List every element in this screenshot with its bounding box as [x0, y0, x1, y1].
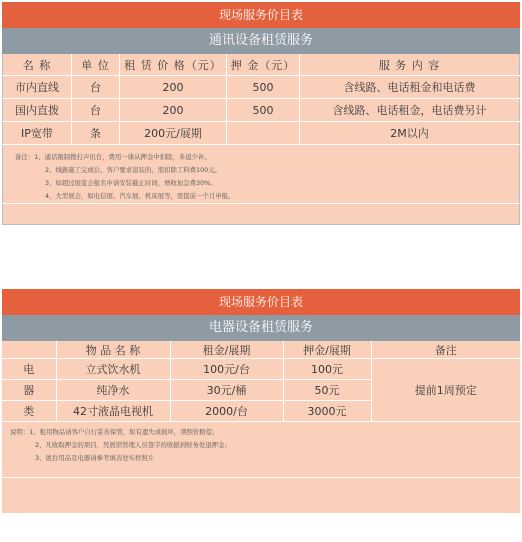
electric-price-panel — [2, 289, 520, 513]
table-row — [3, 99, 520, 122]
row-name: IP宽带 — [3, 122, 72, 145]
row-name: 市内直线 — [3, 76, 72, 99]
header-deposit: 押金/展期 — [283, 341, 371, 359]
row-price: 200 — [120, 99, 227, 122]
note-line: 说明：1、租用物品请客户自行妥善保管，如有遗失或损坏，须照价赔偿； — [10, 428, 219, 436]
telecom-notes — [2, 145, 520, 203]
header-service: 服 务 内 容 — [300, 54, 520, 76]
note-line: 4、大型展会，如电信展、汽车展、机床展等，需提前一个月申报。 — [45, 192, 235, 200]
row-price: 200元/展期 — [120, 122, 227, 145]
note-line: 3、如超过展览会报名申请安装截止时间，增收加急费30%。 — [45, 179, 217, 187]
telecom-price-table — [2, 54, 520, 145]
note-line: 2、凡收取押金的项目，凭展馆管理人员签字的收据到财务处退押金； — [35, 441, 231, 449]
row-deposit: 500 — [227, 76, 300, 99]
telecom-price-panel — [2, 2, 520, 225]
row-unit: 台 — [72, 76, 120, 99]
row-rent: 100元/台 — [170, 359, 283, 380]
table-row — [2, 359, 520, 380]
telecom-subtitle: 通讯设备租赁服务 — [2, 28, 520, 54]
row-item: 42寸液晶电视机 — [56, 401, 170, 422]
electric-blank-row — [2, 477, 520, 513]
header-category — [2, 341, 56, 359]
table-row — [3, 122, 520, 145]
row-price: 200 — [120, 76, 227, 99]
category-char: 器 — [2, 380, 56, 401]
remark-cell: 提前1周预定 — [371, 359, 520, 422]
header-unit: 单 位 — [72, 54, 120, 76]
header-item-name: 物 品 名 称 — [56, 341, 170, 359]
row-deposit: 50元 — [283, 380, 371, 401]
row-deposit: 100元 — [283, 359, 371, 380]
row-service: 含线路、电话租金，电话费另计 — [300, 99, 520, 122]
electric-price-table — [2, 341, 520, 422]
header-remark: 备注 — [371, 341, 520, 359]
electric-notes — [2, 422, 520, 477]
row-service: 2M以内 — [300, 122, 520, 145]
electric-subtitle: 电器设备租赁服务 — [2, 315, 520, 341]
note-line: 3、展台用品及电器请参考填表处实样照片 — [35, 454, 155, 462]
header-rent: 租金/展期 — [170, 341, 283, 359]
row-service: 含线路、电话租金和电话费 — [300, 76, 520, 99]
row-rent: 30元/桶 — [170, 380, 283, 401]
row-unit: 台 — [72, 99, 120, 122]
category-char: 电 — [2, 359, 56, 380]
note-line: 2、线路施工完成后，客户要求退装的，需扣除工料费100元。 — [45, 166, 222, 174]
header-name: 名 称 — [3, 54, 72, 76]
row-rent: 2000/台 — [170, 401, 283, 422]
header-deposit: 押 金（元） — [227, 54, 300, 76]
row-item: 立式饮水机 — [56, 359, 170, 380]
telecom-title: 现场服务价目表 — [2, 2, 520, 28]
row-unit: 条 — [72, 122, 120, 145]
telecom-blank-row — [2, 203, 520, 225]
table-row — [3, 76, 520, 99]
row-deposit — [227, 122, 300, 145]
row-name: 国内直拨 — [3, 99, 72, 122]
note-line: 备注：1、通话限制拨打声讯台，费用一律从押金中扣除，多退少补。 — [15, 153, 211, 161]
header-rent-price: 租 赁 价 格（元） — [120, 54, 227, 76]
electric-title: 现场服务价目表 — [2, 289, 520, 315]
row-deposit: 500 — [227, 99, 300, 122]
row-item: 纯净水 — [56, 380, 170, 401]
row-deposit: 3000元 — [283, 401, 371, 422]
electric-header-row — [2, 341, 520, 359]
category-char: 类 — [2, 401, 56, 422]
telecom-header-row — [3, 54, 520, 76]
